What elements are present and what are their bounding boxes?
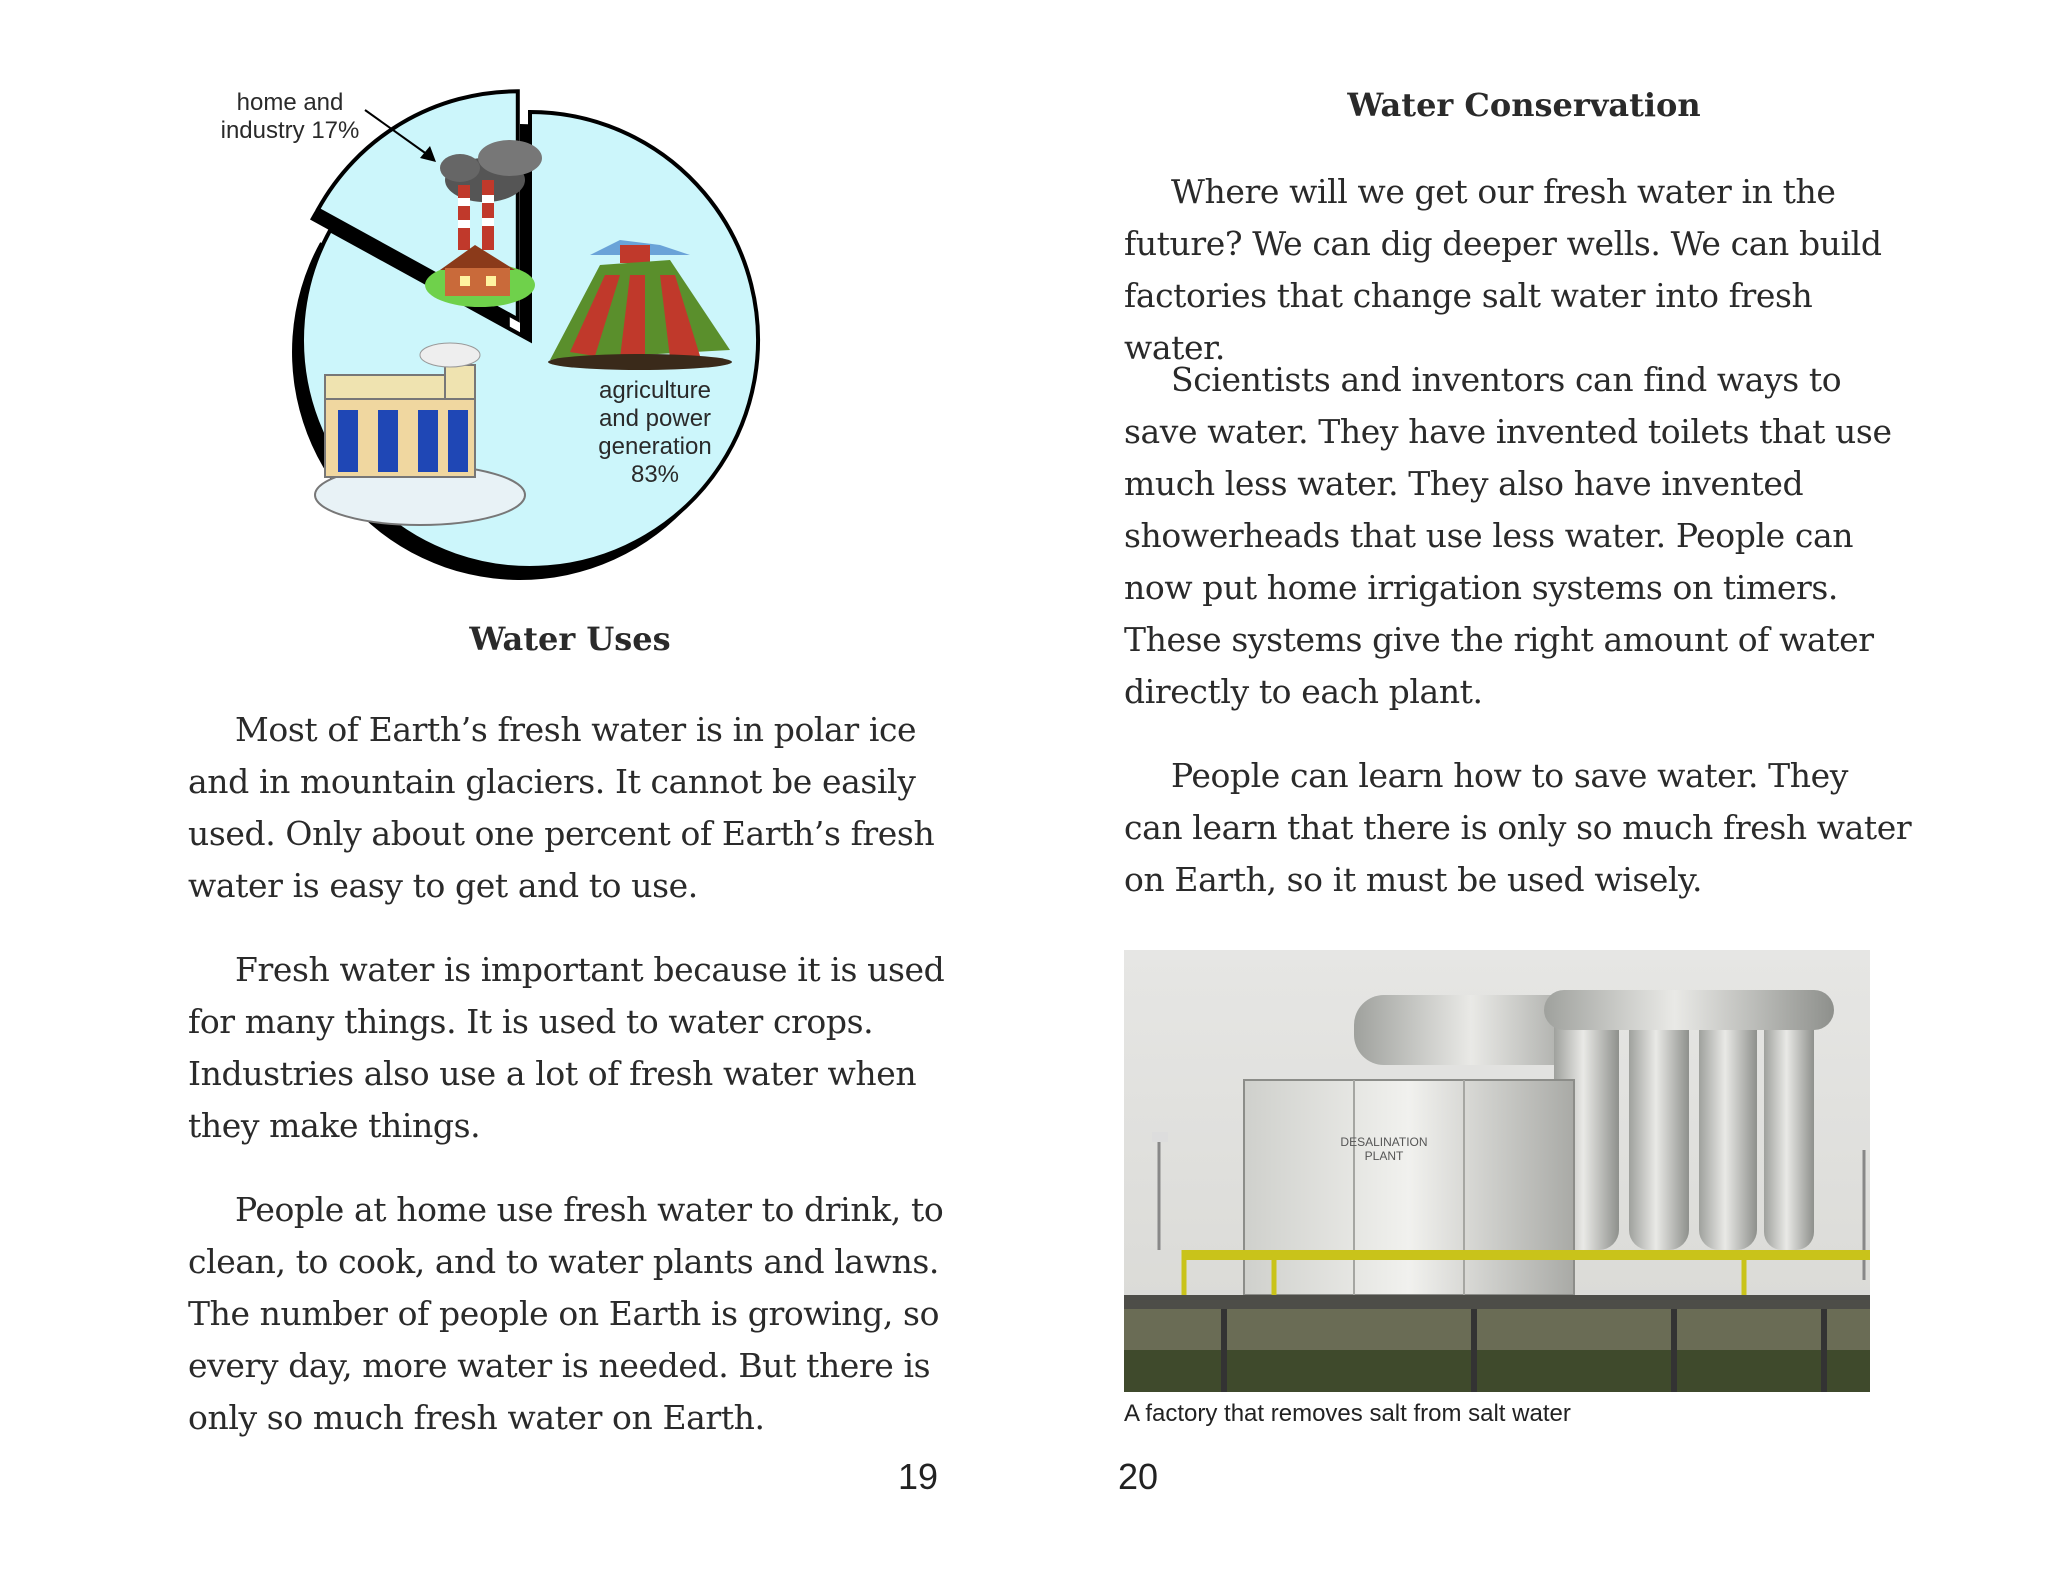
sign-line1: DESALINATION bbox=[1340, 1135, 1428, 1149]
water-conservation-heading: Water Conservation bbox=[1347, 86, 1701, 124]
right-paragraph-3: People can learn how to save water. They can learn that there is only so much fresh water on Earth, so it must be used wisely. bbox=[1124, 756, 1912, 899]
right-paragraph-1: Where will we get our fresh water in the future? We can dig deeper wells. We can build factories that change salt water into fresh water. bbox=[1124, 172, 1882, 367]
page-number-19: 19 bbox=[898, 1456, 939, 1497]
left-paragraph-2: Fresh water is important because it is used for many things. It is used to water crops. Industries also use a lot of fresh water when they make things. bbox=[188, 950, 945, 1145]
sign-line2: PLANT bbox=[1364, 1149, 1404, 1163]
right-paragraph-2: Scientists and inventors can find ways to save water. They have invented toilets that use much less water. They also have invented showerheads that use less water. People can now put home irrigation systems on timers. These systems give the right amount of water directly to each plant. bbox=[1124, 360, 1892, 711]
agriculture-label-line4: 83% bbox=[630, 461, 680, 488]
agriculture-label-line1: agriculture bbox=[598, 377, 712, 404]
right-page bbox=[1024, 0, 2048, 1582]
agriculture-label-line3: generation bbox=[598, 433, 712, 460]
left-paragraph-3: People at home use fresh water to drink, to clean, to cook, and to water plants and lawns. The number of people on Earth is growing, so every day, more water is needed. But there is only so much fresh water on Earth. bbox=[188, 1190, 944, 1437]
home-industry-label-line1: home and bbox=[236, 89, 344, 116]
photo-caption: A factory that removes salt from salt water bbox=[1124, 1400, 1571, 1427]
water-uses-pie-chart bbox=[190, 80, 830, 600]
desalination-plant-photo bbox=[1124, 950, 1870, 1392]
left-paragraph-1: Most of Earth’s fresh water is in polar ice and in mountain glaciers. It cannot be easily used. Only about one percent of Earth’s fresh water is easy to get and to use. bbox=[188, 710, 935, 905]
home-industry-label-line2: industry 17% bbox=[220, 117, 360, 144]
page-number-20: 20 bbox=[1118, 1456, 1159, 1497]
water-uses-heading: Water Uses bbox=[469, 620, 671, 658]
agriculture-label-line2: and power bbox=[598, 405, 712, 432]
